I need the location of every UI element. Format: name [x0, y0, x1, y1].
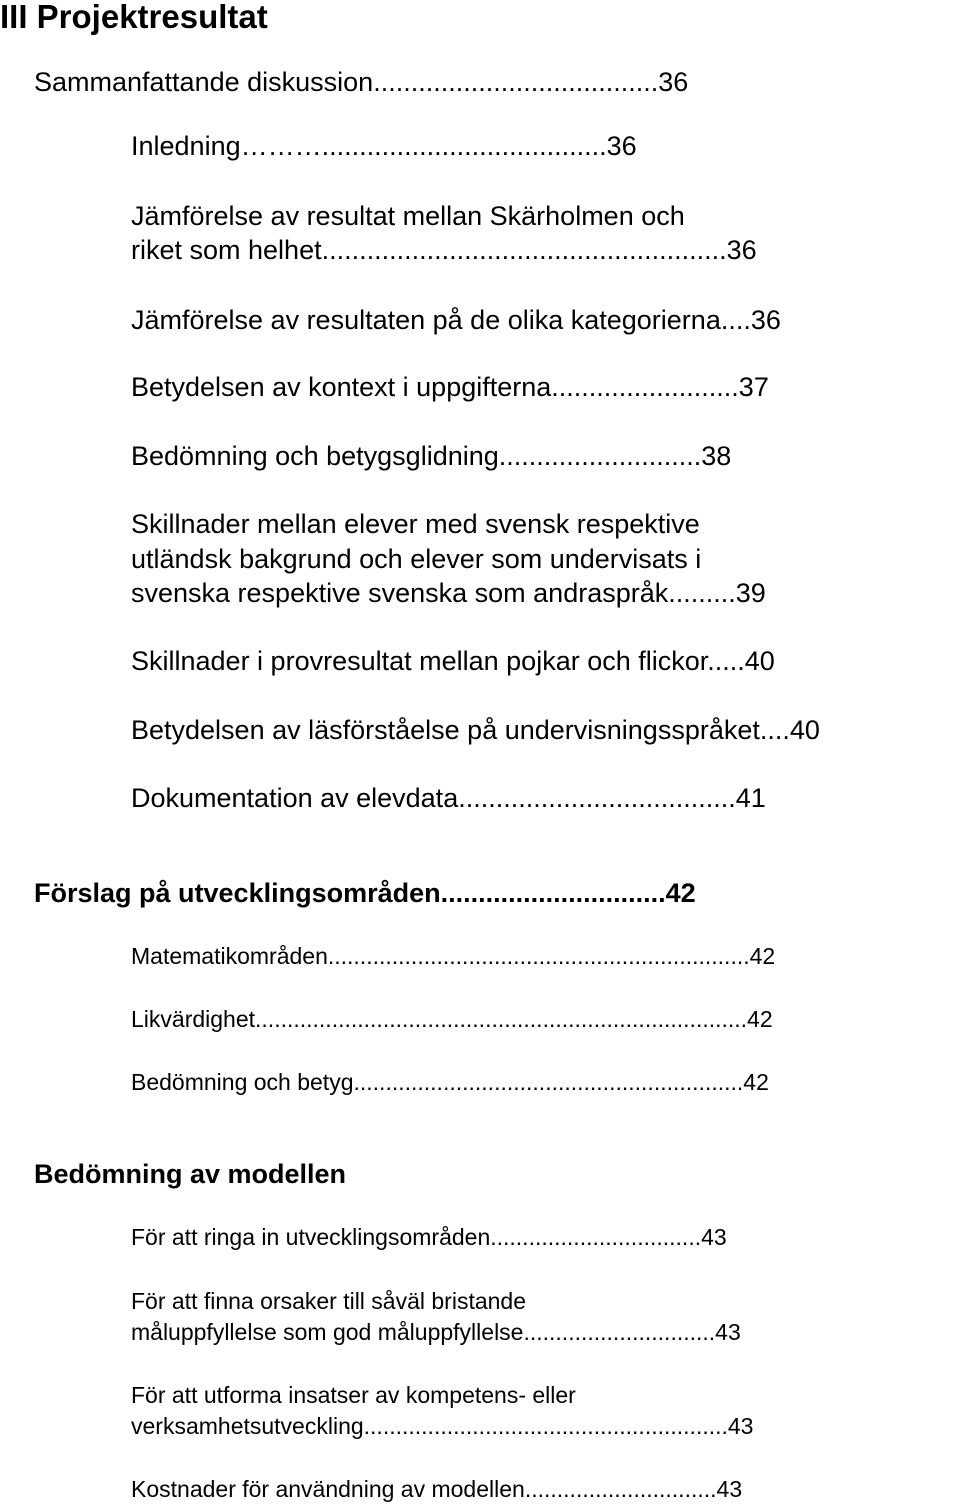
toc-entry-sammanfattande[interactable]: Sammanfattande diskussion......................................36 — [34, 67, 689, 97]
toc-entry-insatser-line1[interactable]: För att utforma insatser av kompetens- eller — [131, 1382, 576, 1408]
toc-entry-jamforelse-line2[interactable]: riket som helhet......................................................36 — [131, 235, 757, 265]
toc-entry-bedomning-modellen[interactable]: Bedömning av modellen — [34, 1159, 347, 1189]
toc-entry-betygsglidning[interactable]: Bedömning och betygsglidning...........................38 — [131, 441, 732, 471]
toc-entry-jamforelse-line1[interactable]: Jämförelse av resultat mellan Skärholmen och — [131, 201, 685, 231]
toc-entry-lasforstaelse[interactable]: Betydelsen av läsförståelse på undervisningsspråket....40 — [131, 715, 820, 745]
toc-entry-kontext[interactable]: Betydelsen av kontext i uppgifterna.........................37 — [131, 372, 769, 402]
toc-entry-jamforelse-kategorier[interactable]: Jämförelse av resultaten på de olika kategorierna....36 — [131, 305, 781, 335]
toc-entry-skillnader-line1[interactable]: Skillnader mellan elever med svensk respektive — [131, 509, 700, 539]
toc-entry-skillnader-line2[interactable]: utländsk bakgrund och elever som undervisats i — [131, 544, 702, 574]
section-heading: III Projektresultat — [0, 0, 268, 35]
toc-entry-kostnader[interactable]: Kostnader för användning av modellen..............................43 — [131, 1476, 743, 1502]
toc-entry-dokumentation[interactable]: Dokumentation av elevdata.....................................41 — [131, 783, 766, 813]
toc-entry-insatser-line2[interactable]: verksamhetsutveckling.........................................................43 — [131, 1413, 754, 1439]
toc-entry-pojkar-flickor[interactable]: Skillnader i provresultat mellan pojkar och flickor.....40 — [131, 646, 775, 676]
toc-entry-orsaker-line1[interactable]: För att finna orsaker till såväl bristande — [131, 1288, 527, 1314]
toc-entry-likvardighet[interactable]: Likvärdighet.............................................................................42 — [131, 1006, 773, 1032]
toc-entry-inledning[interactable]: Inledning………......................................36 — [131, 131, 637, 161]
toc-entry-bedomning-betyg[interactable]: Bedömning och betyg.............................................................42 — [131, 1069, 769, 1095]
toc-entry-forslag[interactable]: Förslag på utvecklingsområden..............................42 — [34, 878, 696, 908]
toc-entry-skillnader-line3[interactable]: svenska respektive svenska som andraspråk.........39 — [131, 578, 766, 608]
toc-entry-matematikomraden[interactable]: Matematikområden..................................................................42 — [131, 943, 776, 969]
toc-entry-ringa-in[interactable]: För att ringa in utvecklingsområden.................................43 — [131, 1224, 727, 1250]
toc-entry-orsaker-line2[interactable]: måluppfyllelse som god måluppfyllelse..............................43 — [131, 1319, 741, 1345]
